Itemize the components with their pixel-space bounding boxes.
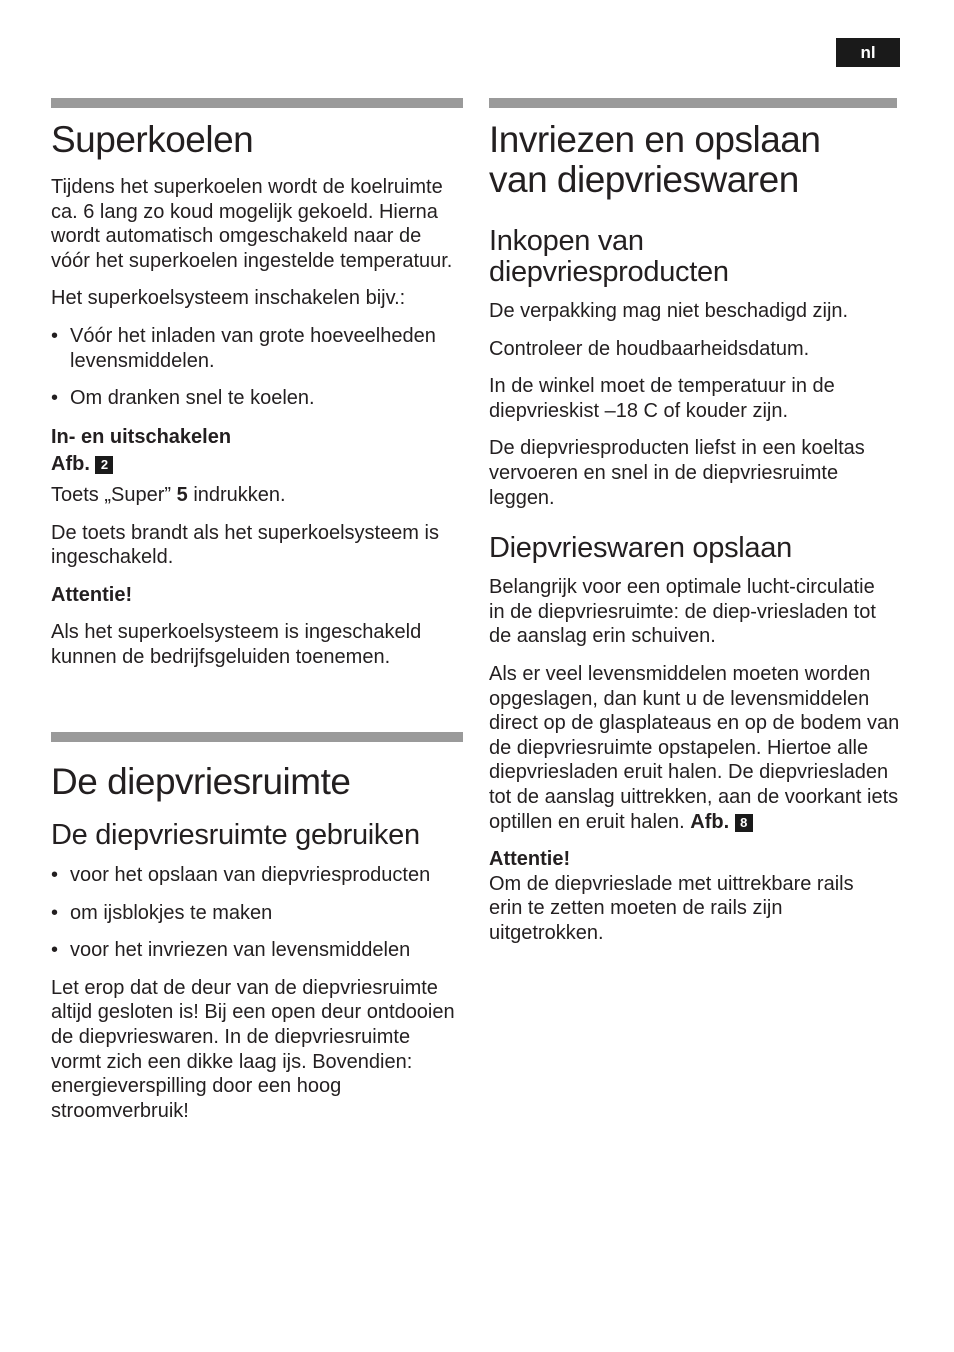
figure-label: Afb. xyxy=(51,453,90,476)
figure-number-badge: 2 xyxy=(95,456,113,474)
list-item: • Vóór het inladen van grote hoeveelheden levensmiddelen. xyxy=(51,324,463,373)
toets-prefix: Toets „Super” xyxy=(51,483,172,506)
heading-invriezen-opslaan: Invriezen en opslaan van diepvrieswaren xyxy=(489,119,821,200)
attentie-text: Als het superkoelsysteem is ingeschakeld kunnen de bedrijfsgeluiden toenemen. xyxy=(51,621,422,668)
list-item: • voor het invriezen van levensmiddelen xyxy=(51,938,463,963)
superkoelen-bullet-list xyxy=(51,324,463,411)
opslaan-text-2-body: Als er veel levensmiddelen moeten worden opgeslagen, dan kunt u de levensmiddelen direct op de glasplateaus en op de bodem van de diepvriesruimte opstapelen. Hiertoe alle diepvriesladen eruit halen. De diepvriesladen tot de aanslag uittrekken, aan de voorkant iets optillen en eruit halen. xyxy=(489,662,900,833)
attentie-text: Om de diepvrieslade met uittrekbare rails erin te zetten moeten de rails zijn uitgetrokken. xyxy=(489,872,854,944)
list-item: • voor het opslaan van diepvriesproducten xyxy=(51,863,463,888)
inkopen-text-1: De verpakking mag niet beschadigd zijn. xyxy=(489,300,849,322)
section-rule xyxy=(51,98,463,108)
section-rule xyxy=(51,732,463,742)
figure-label: Afb. xyxy=(690,810,730,833)
language-tag: nl xyxy=(836,38,900,67)
section-superkoelen xyxy=(51,98,463,670)
toets-instruction xyxy=(51,483,463,508)
superkoelen-switch-on-intro: Het superkoelsysteem inschakelen bijv.: xyxy=(51,287,406,310)
opslaan-text-1: Belangrijk voor een optimale lucht-circulatie in de diepvriesruimte: de diep-vriesladen tot de aanslag erin schuiven. xyxy=(489,576,876,648)
toets-suffix: indrukken. xyxy=(193,483,286,506)
subheading-inkopen: Inkopen van diepvriesproducten xyxy=(489,225,729,288)
subheading-in-uitschakelen: In- en uitschakelen xyxy=(51,425,232,448)
toets-brandt-text: De toets brandt als het superkoelsysteem is ingeschakeld. xyxy=(51,521,439,569)
attentie-label: Attentie! xyxy=(51,583,133,606)
superkoelen-intro: Tijdens het superkoelen wordt de koelruimte ca. 6 lang zo koud mogelijk gekoeld. Hierna wordt automatisch omgeschakeld naar de vóór het superkoelen ingestelde temperatuur. xyxy=(51,176,453,272)
section-diepvriesruimte xyxy=(51,732,463,1123)
diepvries-note: Let erop dat de deur van de diepvriesruimte altijd gesloten is! Bij een open deur ontdooien de diepvrieswaren. In de diepvriesruimte vormt zich een dikke laag ijs. Bovendien: energieverspilling door een hoog stroomverbruik! xyxy=(51,976,455,1122)
inkopen-text-3: In de winkel moet de temperatuur in de diepvrieskist –18 C of kouder zijn. xyxy=(489,375,835,422)
section-rule xyxy=(489,98,897,108)
subheading-opslaan: Diepvrieswaren opslaan xyxy=(489,532,792,565)
list-item: • Om dranken snel te koelen. xyxy=(51,386,463,411)
inkopen-text-2: Controleer de houdbaarheidsdatum. xyxy=(489,337,810,360)
heading-superkoelen: Superkoelen xyxy=(51,119,254,160)
inkopen-text-4: De diepvriesproducten liefst in een koeltas vervoeren en snel in de diepvriesruimte leggen. xyxy=(489,437,865,509)
attentie-label: Attentie! xyxy=(489,848,571,871)
figure-reference xyxy=(51,452,463,477)
diepvries-bullet-list xyxy=(51,863,463,963)
subheading-diepvriesruimte-gebruiken: De diepvriesruimte gebruiken xyxy=(51,819,420,851)
opslaan-text-2 xyxy=(489,662,903,834)
figure-number-badge: 8 xyxy=(735,814,753,832)
section-invriezen-opslaan xyxy=(489,98,903,945)
list-item: • om ijsblokjes te maken xyxy=(51,901,463,926)
toets-number: 5 xyxy=(176,483,188,506)
heading-diepvriesruimte: De diepvriesruimte xyxy=(51,761,351,802)
